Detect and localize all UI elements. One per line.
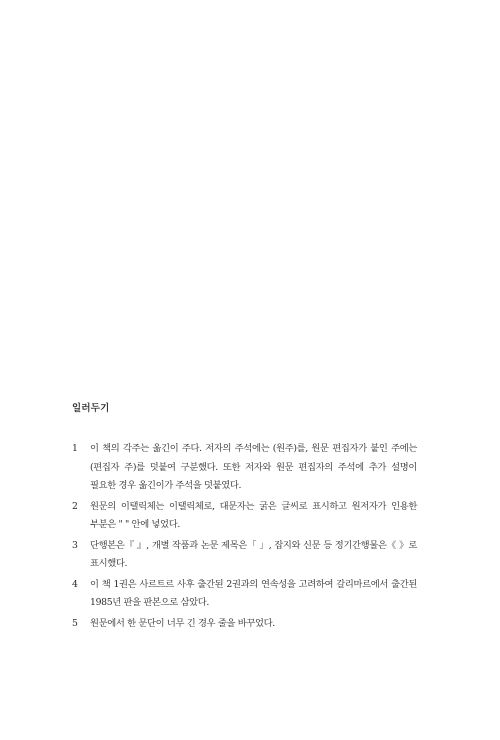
note-text: 원문에서 한 문단이 너무 긴 경우 줄을 바꾸었다. [90, 617, 275, 629]
note-number: 4 [72, 578, 78, 590]
note-number: 1 [72, 443, 78, 454]
note-number: 3 [72, 539, 78, 551]
note-text: 이 책 1권은 사르트르 사후 출간된 2권과의 연속성을 고려하여 갈리마르에서 출간된 1985년 판을 판본으로 삼았다. [90, 578, 417, 608]
note-text: 단행본은『 』, 개별 작품과 논문 제목은「 」, 잡지와 신문 등 정기간행물은《 》로 표시했다. [90, 539, 417, 569]
note-item [72, 615, 417, 634]
note-text: 이 책의 각주는 옮긴이 주다. 저자의 주석에는 (원주)를, 원문 편집자가 붙인 주에는 (편집자 주)를 덧붙여 구분했다. 또한 저자와 원문 편집자의 주석에 추가 설명이 필요한 경우 옮긴이가 주석을 덧붙였다. [90, 443, 417, 491]
notes-heading: 일러두기 [72, 403, 110, 414]
note-item [72, 576, 417, 613]
notes-list [72, 440, 417, 635]
note-number: 2 [72, 500, 78, 512]
note-item [72, 440, 417, 496]
note-text: 원문의 이탤릭체는 이탤릭체로, 대문자는 굵은 글씨로 표시하고 원저자가 인용한 부분은 " " 안에 넣었다. [90, 500, 417, 530]
note-item [72, 537, 417, 574]
note-item [72, 498, 417, 535]
note-number: 5 [72, 617, 78, 629]
